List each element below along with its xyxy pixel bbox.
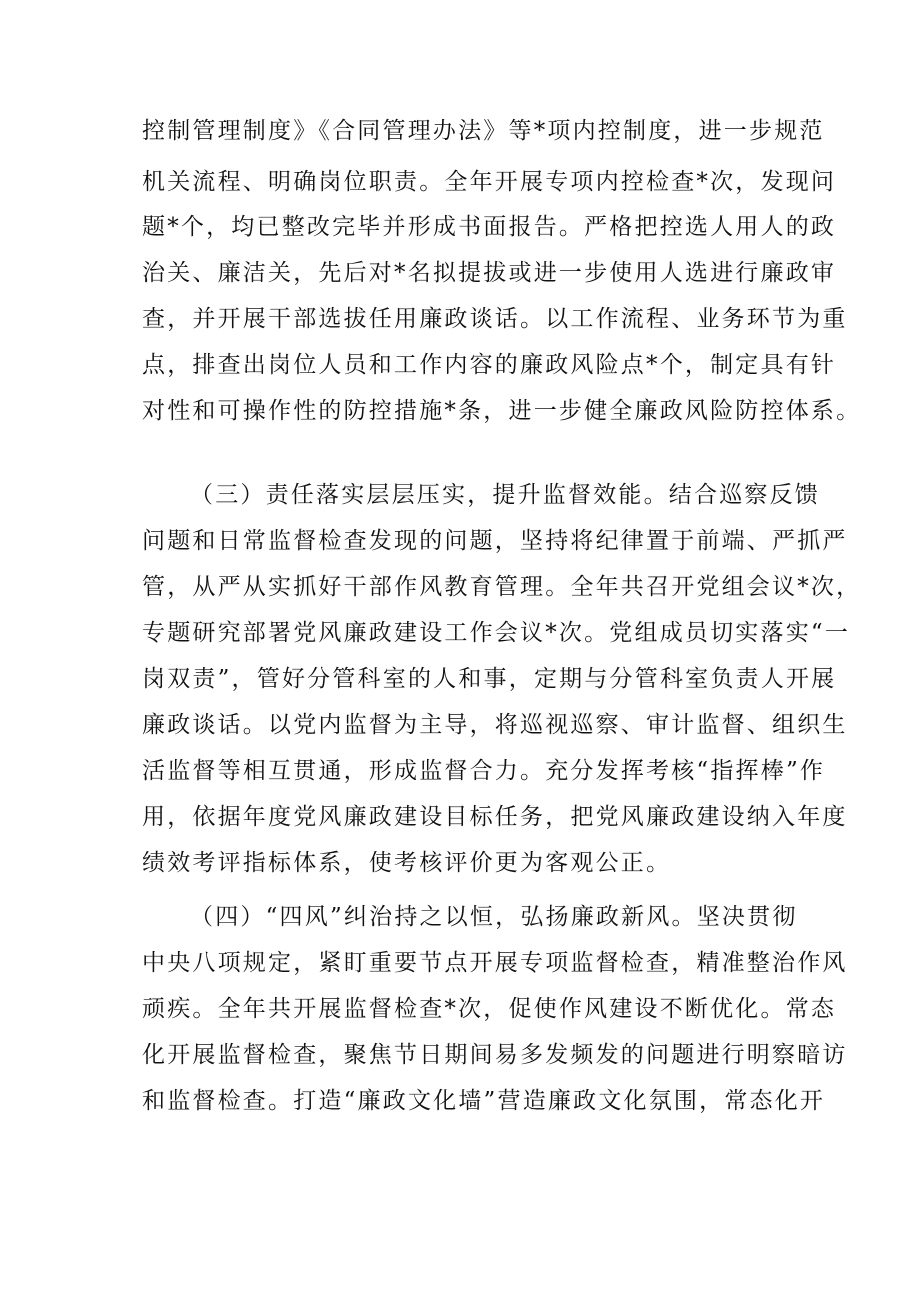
text-line: 活监督等相互贯通，形成监督合力。充分发挥考核“指挥棒”作 — [142, 758, 826, 784]
text-line: 题*个，均已整改完毕并形成书面报告。严格把控选人用人的政 — [142, 214, 837, 240]
section-heading-line: （三）责任落实层层压实，提升监督效能。结合巡察反馈 — [190, 482, 820, 508]
text-line: 用，依据年度党风廉政建设目标任务，把党风廉政建设纳入年度 — [142, 804, 848, 830]
text-line: 中央八项规定，紧盯重要节点开展专项监督检查，精准整治作风 — [142, 950, 848, 976]
text-line: 治关、廉洁关，先后对*名拟提拔或进一步使用人选进行廉政审 — [142, 260, 837, 286]
section-heading-line: （四）“四风”纠治持之以恒，弘扬廉政新风。坚决贯彻 — [190, 904, 798, 930]
text-line: 化开展监督检查，聚焦节日期间易多发频发的问题进行明察暗访 — [142, 1042, 848, 1068]
text-line: 专题研究部署党风廉政建设工作会议*次。党组成员切实落实“一 — [142, 620, 851, 646]
text-line: 问题和日常监督检查发现的问题，坚持将纪律置于前端、严抓严 — [142, 528, 848, 554]
text-line: 顽疾。全年共开展监督检查*次，促使作风建设不断优化。常态 — [142, 996, 837, 1022]
text-line: 绩效考评指标体系，使考核评价更为客观公正。 — [142, 850, 672, 876]
text-line: 管，从严从实抓好干部作风教育管理。全年共召开党组会议*次， — [142, 574, 862, 600]
text-line: 廉政谈话。以党内监督为主导，将巡视巡察、审计监督、组织生 — [142, 712, 848, 738]
text-line: 查，并开展干部选拔任用廉政谈话。以工作流程、业务环节为重 — [142, 306, 848, 332]
text-line: 控制管理制度》《合同管理办法》等*项内控制度，进一步规范 — [142, 118, 825, 144]
text-line: 对性和可操作性的防控措施*条，进一步健全廉政风险防控体系。 — [142, 398, 862, 424]
text-line: 和监督检查。打造“廉政文化墙”营造廉政文化氛围，常态化开 — [142, 1088, 826, 1114]
text-line: 岗双责”，管好分管科室的人和事，定期与分管科室负责人开展 — [142, 666, 837, 692]
text-line: 机关流程、明确岗位职责。全年开展专项内控检查*次，发现问 — [142, 169, 837, 195]
text-line: 点，排查出岗位人员和工作内容的廉政风险点*个，制定具有针 — [142, 352, 837, 378]
